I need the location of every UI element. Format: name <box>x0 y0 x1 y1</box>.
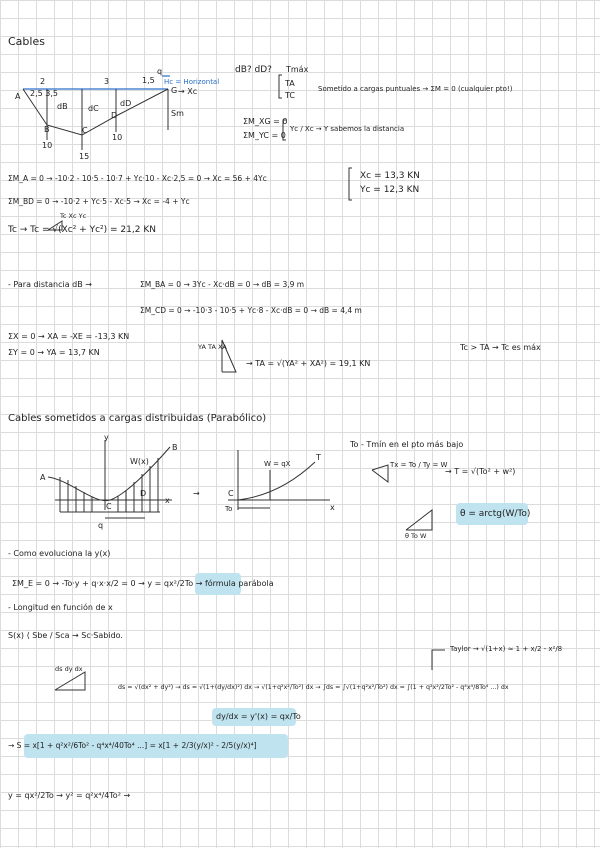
tension-components: Tx = To / Ty = W <box>390 461 448 469</box>
tmax-note: Tmáx <box>286 65 309 74</box>
s-m-label: Sm <box>171 109 184 118</box>
parabola-equation: ΣM_E = 0 → -To·y + q·x·x/2 = 0 → y = qx²/2To → fórmula parábola <box>12 579 274 588</box>
span-label-q: q <box>157 67 163 76</box>
span-label-3: 3 <box>104 77 110 86</box>
point-d-label: D <box>111 111 118 120</box>
tension-magnitude: → T = √(To² + w²) <box>445 467 516 476</box>
moment-eq-1: ΣM_A = 0 → -10·2 - 10·5 - 10·7 + Yc·10 - Xc·2,5 = 0 → Xc = 56 + 4Yc <box>8 174 267 183</box>
d-c-label: dC <box>88 104 99 113</box>
yc-result: Yc = 12,3 KN <box>360 185 420 195</box>
distance-eq-a: ΣM_BA = 0 → 3Yc - Xc·dB = 0 → dB = 3,9 m <box>140 280 305 289</box>
ds-equation: ds = √(dx² + dy²) → ds = √(1+(dy/dx)²) dx → √(1+q²x²/To²) dx → ∫ds = ∫√(1+q²x²/To²) dx = ∫(1 + q²x²/2To² - q⁴x⁴/8To⁴ ...) dx <box>118 684 509 691</box>
moment-x-eq: ΣM_XG = 0 <box>243 117 288 126</box>
fig-q-label: q <box>98 521 104 530</box>
evolution-heading: - Como evoluciona la y(x) <box>8 549 111 558</box>
question-db-dd: dB? dD? <box>235 65 272 75</box>
page-title: Cables <box>8 35 45 48</box>
taylor-note: Taylor → √(1+x) ≈ 1 + x/2 - x²/8 <box>450 645 563 653</box>
fig-w-label: W(x) <box>130 457 149 466</box>
fig-b-label: B <box>172 443 178 452</box>
fig-x-label: x <box>165 496 170 505</box>
distance-db-heading: - Para distancia dB → <box>8 280 92 289</box>
fig-c-label: C <box>106 502 112 511</box>
ds-triangle-labels: ds dy dx <box>55 665 83 673</box>
fig-y-label: y <box>104 433 109 442</box>
right-fig-w-label: W = qX <box>264 460 291 468</box>
dydx-equation: dy/dx = y'(x) = qx/To <box>216 712 301 721</box>
span-label-2: 2 <box>40 77 46 86</box>
d-b-label: dB <box>57 102 68 111</box>
point-g-label: G <box>171 86 178 95</box>
theta-triangle-labels: θ To W <box>405 532 427 540</box>
moment-eq-2: ΣM_BD = 0 → -10·2 + Yc·5 - Xc·5 → Xc = -4 + Yc <box>8 197 190 206</box>
point-load-note: Sometido a cargas puntuales → ΣM = 0 (cualquier pto!) <box>318 85 513 93</box>
brace-note: Yc / Xc → Y sabemos la distancia <box>290 125 405 133</box>
tmin-note: To - Tmín en el pto más bajo <box>350 440 464 449</box>
xc-arrow-label: → Xc <box>178 87 198 96</box>
theta-equation: θ = arctg(W/To) <box>460 509 531 519</box>
right-fig-c-label: C <box>228 489 234 498</box>
load-2-label: 15 <box>79 152 90 161</box>
fig-d-label: D <box>140 489 147 498</box>
arrow-label: → <box>193 489 200 498</box>
horizontal-label: Hc = Horizontal <box>164 78 220 86</box>
moment-y-eq: ΣM_YC = 0 <box>243 131 286 140</box>
length-heading: - Longitud en función de x <box>8 603 113 612</box>
point-a-label: A <box>15 92 21 101</box>
load-1-label: 10 <box>42 141 53 150</box>
last-equation: y = qx²/2To → y² = q²x⁴/4To² → <box>8 791 131 800</box>
ta-triangle-labels: YA TA XA <box>198 343 227 351</box>
sum-y-eq: ΣY = 0 → YA = 13,7 KN <box>8 348 100 357</box>
point-b-label: B <box>44 125 50 134</box>
xc-result: Xc = 13,3 KN <box>360 171 420 181</box>
tc-note: TC <box>285 91 296 100</box>
right-fig-x-label: x <box>330 503 335 512</box>
distance-eq-b: ΣM_CD = 0 → -10·3 - 10·5 + Yc·8 - Xc·dB = 0 → dB = 4,4 m <box>140 306 362 315</box>
tc-equation: Tc → Tc = √(Xc² + Yc²) = 21,2 KN <box>8 225 156 235</box>
right-fig-t-label: T <box>316 453 321 462</box>
load-3-label: 10 <box>112 133 123 142</box>
d-d-label: dD <box>120 99 132 108</box>
span-label-1-5: 1,5 <box>142 76 155 85</box>
right-fig-to-label: To <box>225 505 233 513</box>
s-of-x: S(x) ⟨ Sbe / Sca → Sc·Sabido. <box>8 631 123 640</box>
top-arrows-label: 2,5 3,5 <box>30 89 58 98</box>
section-heading-distributed: Cables sometidos a cargas distribuidas (Parabólico) <box>8 413 267 424</box>
sum-x-eq: ΣX = 0 → XA = -XE = -13,3 KN <box>8 332 130 341</box>
point-c-label: C <box>82 126 88 135</box>
fig-a-label: A <box>40 473 46 482</box>
tc-triangle-labels: Tc Xc Yc <box>60 212 87 220</box>
tension-compare: Tc > TA → Tc es máx <box>460 343 541 352</box>
parabola-figure <box>228 450 330 510</box>
ta-equation: → TA = √(YA² + XA²) = 19,1 KN <box>246 359 371 368</box>
ta-note: TA <box>285 79 295 88</box>
cable-structure-figure <box>23 76 170 150</box>
length-equation: → S = x[1 + q²x²/6To² - q⁴x⁴/40To⁴ ...] = x[1 + 2/3(y/x)² - 2/5(y/x)⁴] <box>8 741 257 750</box>
